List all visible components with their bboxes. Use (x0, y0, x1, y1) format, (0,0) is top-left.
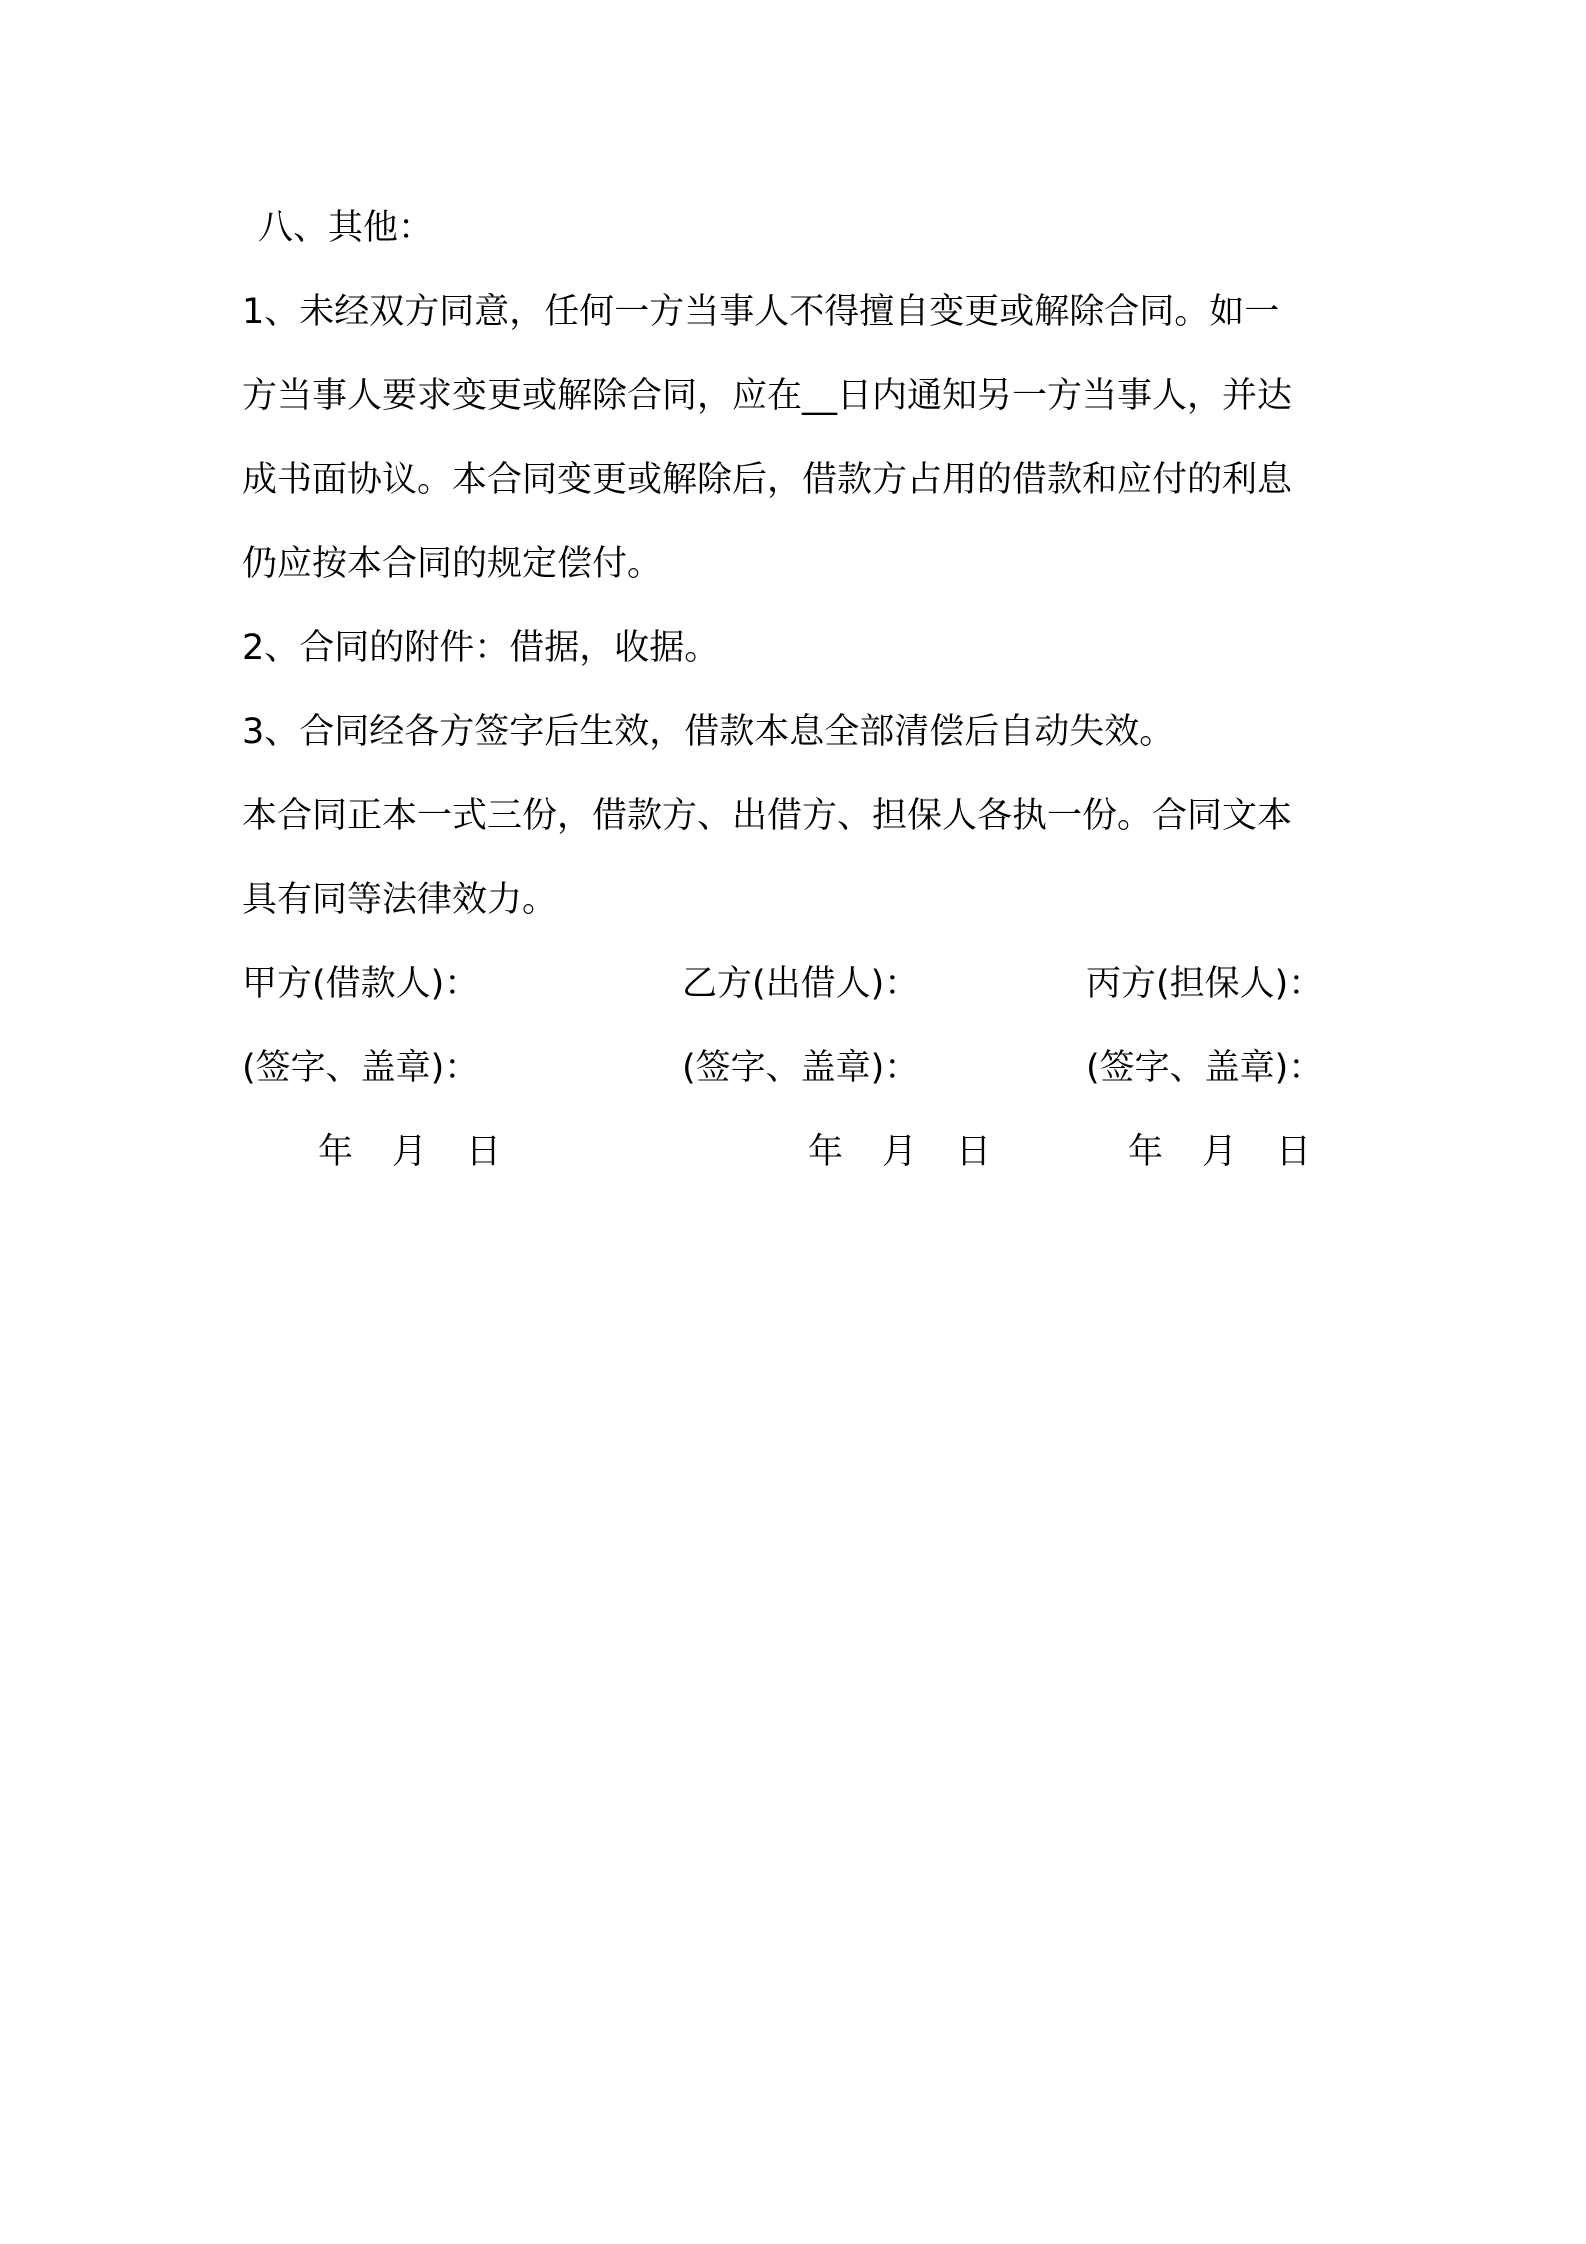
section-heading: 八、其他： (258, 208, 434, 248)
party-a-date (318, 1132, 540, 1172)
copies-clause-line-2: 具有同等法律效力。 (242, 880, 558, 920)
party-a-year-label: 年 (318, 1132, 354, 1172)
party-c-month-label: 月 (1202, 1132, 1238, 1172)
clause-2: 2、合同的附件：借据，收据。 (242, 628, 720, 668)
party-b-month-label: 月 (882, 1132, 918, 1172)
party-c-day-label: 日 (1276, 1132, 1312, 1172)
party-a-sign-label: (签字、盖章)： (242, 1048, 480, 1088)
party-c-label: 丙方(担保人)： (1086, 964, 1324, 1004)
clause-1-line-3: 成书面协议。本合同变更或解除后，借款方占用的借款和应付的利息 (242, 460, 1293, 500)
party-b-date (808, 1132, 1030, 1172)
clause-1-line-1: 1、未经双方同意，任何一方当事人不得擅自变更或解除合同。如一 (242, 292, 1280, 332)
party-a-month-label: 月 (392, 1132, 428, 1172)
clause-1-line-4: 仍应按本合同的规定偿付。 (242, 544, 663, 584)
party-a-label: 甲方(借款人)： (242, 964, 480, 1004)
copies-clause-line-1: 本合同正本一式三份，借款方、出借方、担保人各执一份。合同文本 (242, 796, 1293, 836)
party-c-year-label: 年 (1128, 1132, 1164, 1172)
party-c-sign-label: (签字、盖章)： (1086, 1048, 1324, 1088)
clause-3: 3、合同经各方签字后生效，借款本息全部清偿后自动失效。 (242, 712, 1175, 752)
party-b-sign-label: (签字、盖章)： (682, 1048, 920, 1088)
party-a-day-label: 日 (466, 1132, 502, 1172)
party-b-day-label: 日 (956, 1132, 992, 1172)
clause-1-line-2: 方当事人要求变更或解除合同，应在__日内通知另一方当事人，并达 (242, 376, 1293, 416)
party-b-label: 乙方(出借人)： (682, 964, 920, 1004)
party-b-year-label: 年 (808, 1132, 844, 1172)
party-c-date (1128, 1132, 1350, 1172)
